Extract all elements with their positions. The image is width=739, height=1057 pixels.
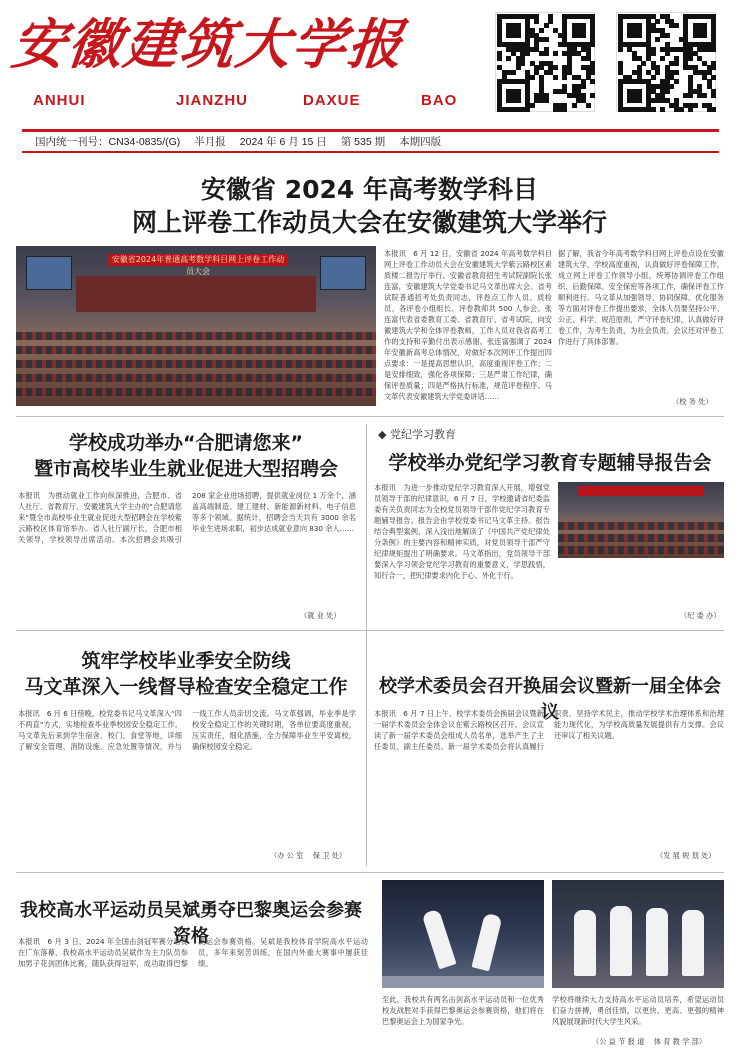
qr-module [548,19,553,24]
academic-byline: （发 展 规 划 处） [656,851,716,860]
qr-module [674,61,679,66]
qr-module [534,19,539,24]
qr-module [618,47,623,52]
frequency: 半月报 [194,135,226,148]
masthead-rule [22,129,719,132]
qr-module [669,84,674,89]
pinyin-anhui: ANHUI [33,92,86,109]
paris-body: 本报讯 6 月 3 日，2024 年全国击剑冠军赛分站赛在广东落幕，我校高水平运动员吴斌作为主力队员参加男子花剑团体比赛，随队获得冠军，成功取得巴黎奥运会参赛资格。吴斌是我校体育学院高水平运动员，多年来刻苦训练，在国内外重大赛事中屡获佳绩。 [18,937,368,968]
qr-module [506,56,511,61]
qr-module [641,61,646,66]
qr-module [581,84,586,89]
athlete-4 [682,910,704,976]
qr-module [581,33,586,38]
safety-byline: （办 公 室 保 卫 处） [270,851,347,860]
safety-headline-line2: 马文革深入一线督导检查安全稳定工作 [24,676,348,698]
pinyin-daxue: DAXUE [303,92,361,109]
lead-headline-line2: 网上评卷工作动员大会在安徽建筑大学举行 [131,208,607,237]
qr-module [637,33,642,38]
qr-module [539,28,544,33]
qr-module [711,65,716,70]
lead-headline-line1: 安徽省 2024 年高考数学科目 [201,175,538,204]
section-divider [16,872,724,873]
cn-number: 国内统一刊号：CN34-0835/(G) [35,135,181,148]
qr-module [516,65,521,70]
qr-module [590,42,595,47]
audience-row [16,374,376,382]
qr-module [711,93,716,98]
qr-module [553,51,558,56]
lead-byline: （校 务 处） [672,397,713,406]
academic-headline: 校学术委员会召开换届会议暨新一届全体会议 [379,676,721,723]
qr-module [674,70,679,75]
audience-row [16,346,376,354]
masthead [0,0,739,128]
qr-module [544,23,549,28]
qr-module [651,51,656,56]
qr-code-icon[interactable] [616,12,716,112]
paris-caption: 至此，我校共有两名击剑高水平运动员和一位优秀校友战胜对手获得巴黎奥运会参赛资格，他们将在巴黎奥运会上为国家争光。 [382,995,544,1026]
lead-text-col1: 本报讯 6 月 12 日，安徽省 2024 年高考数学科目网上评卷工作动员大会在安徽建筑大学紫云路校区素质楼二报告厅举行。安徽省教育招生考试院副院长张连富，安徽建筑大学党委书记马文革出席大会。省考试院普通招考处负责同志，评卷点工作人员、质检员、各评卷小组组长、评卷教师共 500 人参会。张连富代表省委教育工委、省教育厅、省考试院，向安徽建筑大学和全体评卷教师，工作人员对我省高考工作的支持和辛勤付出表示感谢。张连富强调了 2024 年安徽新高考总体情况，对做好本次网评工作提出四点要求：一是提高思想认识，高度重视评卷工作；二是安排细致，强化各项保障；三是严肃工作纪律，确保评卷质量；四是严格执行标准，规范评卷程序。马文革代表安徽建筑大学党委讲话…… [384,249,552,401]
qr-module [674,79,679,84]
issue-date: 2024 年 6 月 15 日 [239,135,327,148]
side-screen-left [26,256,72,290]
qr-module [516,98,521,103]
paris-byline: （公 益 节 报 道 体 育 教 学 部） [592,1037,707,1046]
pinyin-bao: BAO [421,92,458,109]
qr-module [688,93,693,98]
qr-module [525,51,530,56]
fencing-photo [382,880,544,988]
qr-module [544,37,549,42]
qr-module [544,98,549,103]
party-education-headline: 学校举办党纪学习教育专题辅导报告会 [388,452,712,474]
audience-row [16,360,376,368]
audience-row [16,388,376,396]
pinyin-jianzhu: JIANZHU [176,92,249,109]
party-education-body: 本报讯 为进一步推动党纪学习教育深入开展，增强党员领导干部的纪律意识，6 月 7 日，学校邀请省纪委监委有关负责同志为全校党员领导干部作党纪学习教育专题辅导报告。报告会由学校党委书记马文革主持。报告结合典型案例，深入浅出地解读了《中国共产党纪律处分条例》的主要内容和精神实质，对党员领导干部严守纪律规矩提出了明确要求。马文革指出，党员领导干部要深入学习领会党纪学习教育的重要意义，学思践悟，知行合一，把纪律要求内化于心、外化于行。 [374,483,550,580]
qr-module [665,89,670,94]
page-count: 本期四版 [399,135,442,148]
lead-text-col2: 据了解，我省今年高考数学科目网上评卷点设在安徽建筑大学，学校高度重视，认真做好评卷保障工作，成立网上评卷工作领导小组，统筹协调评卷工作组织、后勤保障、安全保密等各项工作，确保评卷工作顺利进行。马文革从加强领导、协同保障、优化服务等方面对评卷工作提出要求，全体人员要坚持公平、公正、科学、规范原则，严守评卷纪律，认真做好评卷工作，为考生负责，为社会负责。会议还对评卷工作进行了具体部署。 [558,249,724,346]
qr-module [530,75,535,80]
party-education-tag: ◆ 党纪学习教育 [378,428,456,441]
audience-row [558,534,724,542]
qr-module [693,103,698,108]
qr-module [665,51,670,56]
qr-module [674,23,679,28]
qr-module [544,51,549,56]
lead-photo-banner: 安徽省2024年普通高考数学科目网上评卷工作动员大会 [108,254,288,266]
qr-module [637,98,642,103]
party-education-byline: （纪 委 办） [680,611,721,620]
qr-module [590,70,595,75]
safety-body: 本报讯 6 月 6 日傍晚，校党委书记马文革深入“四不两直”方式，实地检查毕业季校园安全稳定工作。马文革先后来到学生宿舍、校门、食堂等地，详细了解安全管理、消防设施、应急处置等情况，并与一线工作人员亲切交流。马文革强调，毕业季是学校安全稳定工作的关键时期，各单位要高度重视，压实责任，细化措施，全力保障毕业生平安离校，确保校园安全稳定。 [18,709,356,751]
paris-headline: 我校高水平运动员吴斌勇夺巴黎奥运会参赛资格 [20,900,362,947]
issue-number: 第 535 期 [340,135,386,148]
party-education-body-cont [558,564,724,614]
qr-module [497,56,502,61]
qr-module [586,103,591,108]
info-rule [22,151,719,153]
column-divider [366,424,367,866]
qr-module [520,61,525,66]
lead-photo [16,246,376,406]
qr-module [590,93,595,98]
section-divider [16,416,724,417]
party-education-photo [558,482,724,558]
qr-module [660,56,665,61]
audience-row [558,546,724,554]
qr-module [525,107,530,112]
athlete-2 [610,906,632,976]
academic-body: 本报讯 6 月 7 日上午，校学术委员会换届会议暨新一届学术委员会全体会议在紫云路校区召开。会议宣读了新一届学术委员会组成人员名单，选举产生了主任委员、副主任委员。新一届学术委员会将认真履行职责，坚持学术民主，推动学校学术治理体系和治理能力现代化，为学校高质量发展提供有力支撑。会议还审议了相关议题。 [374,709,724,751]
qr-module [688,107,693,112]
qr-module [679,107,684,112]
qr-module [562,107,567,112]
qr-module [655,19,660,24]
fencing-piste [382,976,544,988]
newspaper-logo: 安徽建筑大学报 [8,12,408,76]
audience-row [16,332,376,340]
qr-module [511,70,516,75]
section-divider [16,630,724,631]
qr-module [590,79,595,84]
qr-code-icon[interactable] [495,12,595,112]
podium-photo [552,880,724,988]
qr-module [553,65,558,70]
side-screen-right [320,256,366,290]
qr-module [516,33,521,38]
audience-row [558,522,724,530]
qr-module [562,75,567,80]
fencer-left [421,909,456,970]
qr-module [651,75,656,80]
report-banner [578,486,704,496]
paris-side-text: 学校将继续大力支持高水平运动员培养，希望运动员们奋力拼搏，勇创佳绩，以更快、更高、更强的精神风貌展现新时代大学生风采。 [552,995,724,1026]
qr-module [530,103,535,108]
athlete-3 [646,908,668,976]
qr-module [572,103,577,108]
stage [76,276,316,312]
qr-module [702,93,707,98]
qr-module [655,70,660,75]
qr-module [665,33,670,38]
qr-module [651,107,656,112]
qr-module [660,107,665,112]
qr-module [702,33,707,38]
athlete-1 [574,910,596,976]
qr-module [655,37,660,42]
jobfair-byline: （就 业 处） [300,611,341,620]
fencer-right [471,913,502,972]
qr-module [711,107,716,112]
qr-module [711,75,716,80]
qr-module [688,56,693,61]
qr-module [553,75,558,80]
jobfair-headline-line1: 学校成功举办“合肥请您来” [69,432,303,454]
issue-info-bar [0,134,739,148]
safety-headline-line1: 筑牢学校毕业季安全防线 [81,650,291,672]
jobfair-headline-line2: 暨市高校毕业生就业促进大型招聘会 [33,458,338,480]
qr-module [711,47,716,52]
jobfair-body: 本报讯 为推动就业工作向纵深推进，合肥市、省人社厅、省教育厅、安徽建筑大学主办的“合肥请您来”暨全市高校毕业生就业促进大型招聘会在学校紫云路校区体育馆举办。省人社厅副厅长，合肥市相关领导，学校领导出席活动。本次招聘会共吸引 208 家企业进场招聘，提供就业岗位 1 万余个，涵盖高端制造、建工建材、新能源新材料、电子信息等多个领域。据统计，招聘会当天共有 3000 余名毕业生进场求职，初步达成就业意向 830 余人…… [18,491,356,544]
